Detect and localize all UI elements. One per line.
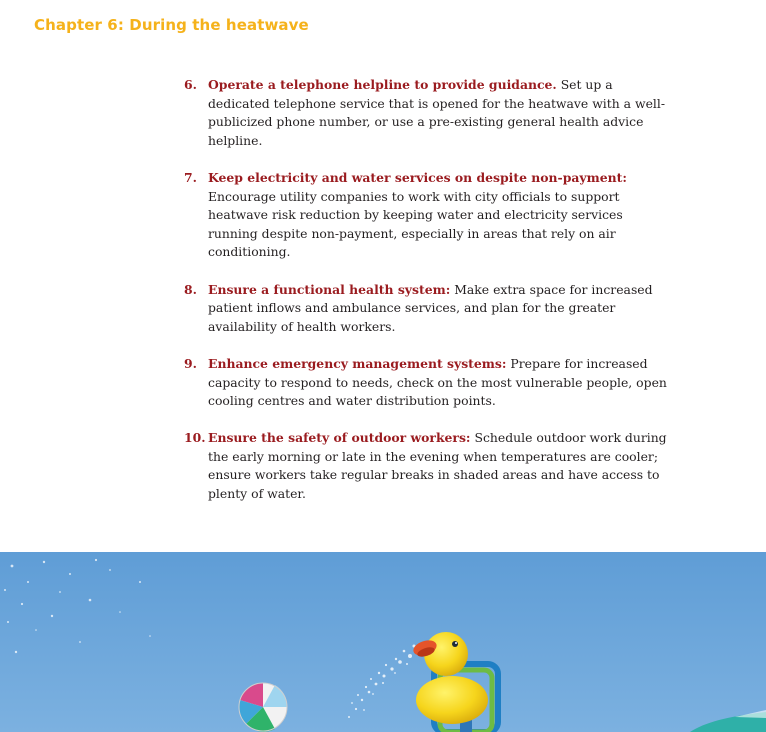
action-title: Operate a telephone helpline to provide guidance. (208, 77, 557, 92)
action-number: 6. (184, 77, 197, 92)
action-item-9 (184, 355, 674, 411)
action-item-7 (184, 169, 674, 262)
action-text: Schedule outdoor work during the early morning or late in the evening when temperatures are cooler; ensure workers take regular breaks in shaded areas and have access to plenty of water. (208, 430, 667, 502)
action-number: 10. (184, 430, 206, 446)
action-title: Ensure the safety of outdoor workers: (208, 430, 471, 446)
action-text: Encourage utility companies to work with city officials to support heatwave risk reduction by keeping water and electricity services running despite non-payment, especially in areas that rely on air conditioning. (208, 188, 623, 260)
beach-ball (239, 683, 287, 732)
splash-pad-photo (0, 552, 766, 732)
action-item-10 (184, 429, 674, 503)
action-text: Set up a dedicated telephone service that is opened for the heatwave with a well-publicized phone number, or use a pre-existing general health advice helpline. (208, 77, 666, 148)
sky-background (0, 552, 766, 732)
action-title: Enhance emergency management systems: (208, 355, 507, 371)
action-text: Make extra space for increased patient inflows and ambulance services, and plan for the greater availability of health workers. (208, 281, 653, 334)
action-title: Keep electricity and water services on despite non-payment: (208, 169, 627, 185)
chapter-heading: Chapter 6: During the heatwave (34, 16, 309, 34)
action-item-6 (184, 76, 674, 150)
rubber-duck-water-spray-photo (0, 552, 766, 732)
action-list (184, 76, 674, 522)
action-item-8 (184, 281, 674, 337)
action-title: Ensure a functional health system: (208, 281, 451, 297)
action-number: 9. (184, 355, 197, 371)
action-text: Prepare for increased capacity to respond to needs, check on the most vulnerable people, open cooling centres and water distribution points. (208, 355, 667, 409)
action-number: 8. (184, 281, 197, 297)
action-number: 7. (184, 169, 197, 185)
